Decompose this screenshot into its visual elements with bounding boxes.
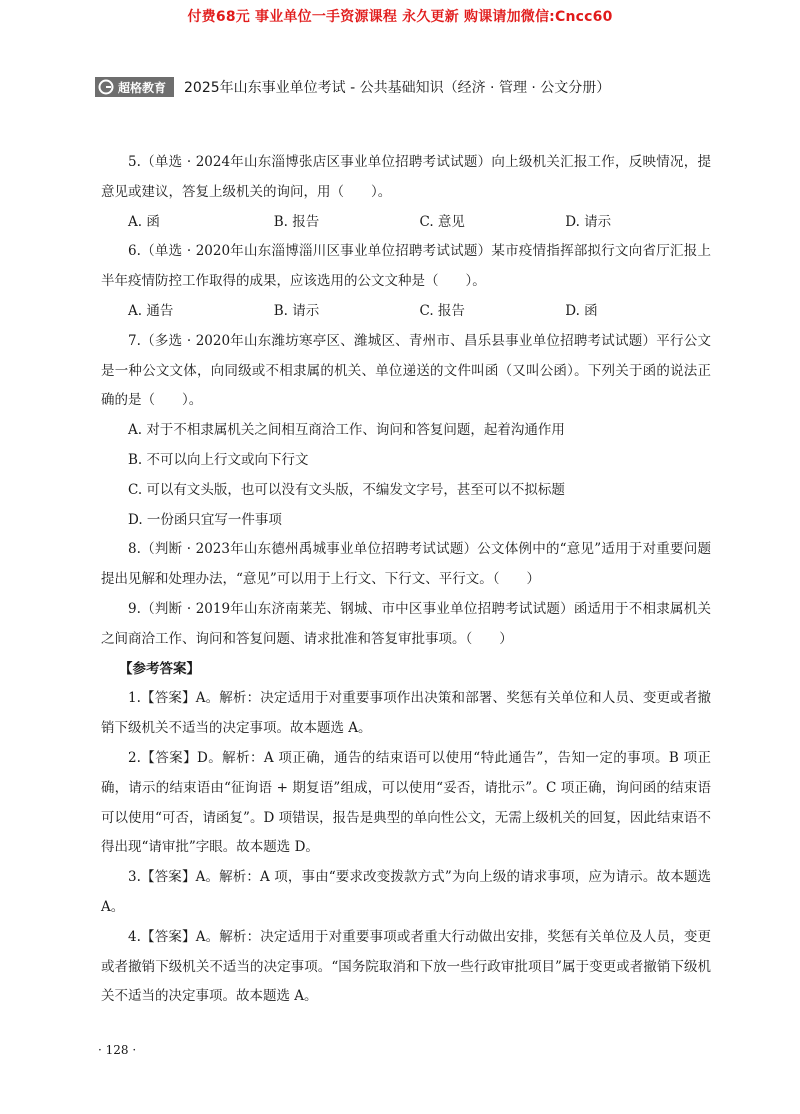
option: C. 可以有文头版，也可以没有文头版，不编发文字号，甚至可以不拟标题 <box>128 481 565 498</box>
answer-paragraph: 1.【答案】A。解析：决定适用于对重要事项作出决策和部署、奖惩有关单位和人员、变更或者撤销下级机关不适当的决定事项。故本题选 A。 <box>101 690 711 737</box>
option: D. 一份函只宜写一件事项 <box>128 511 282 528</box>
option: A. 通告 <box>128 302 174 319</box>
answers-heading: 【参考答案】 <box>119 660 200 677</box>
brand-logo <box>95 77 174 97</box>
page-number: · 128 · <box>98 1043 137 1057</box>
options-row <box>101 297 711 327</box>
option: B. 不可以向上行文或向下行文 <box>128 451 309 468</box>
options-row <box>101 208 711 238</box>
option: A. 函 <box>128 213 160 230</box>
question-stem: 5.（单选 · 2024年山东淄博张店区事业单位招聘考试试题）向上级机关汇报工作，反映情况，提意见或建议，答复上级机关的询问，用（ ）。 <box>101 154 711 200</box>
promo-banner: 付费68元 事业单位一手资源课程 永久更新 购课请加微信:Cncc60 <box>187 9 613 25</box>
brand-g-icon <box>98 79 114 95</box>
header-title: 2025年山东事业单位考试 - 公共基础知识（经济 · 管理 · 公文分册） <box>184 80 611 96</box>
option: C. 意见 <box>419 213 465 230</box>
option: C. 报告 <box>419 302 465 319</box>
answer-paragraph: 4.【答案】A。解析：决定适用于对重要事项或者重大行动做出安排，奖惩有关单位及人员，变更或者撤销下级机关不适当的决定事项。“国务院取消和下放一些行政审批项目”属于变更或者撤销下级机关不适当的决定事项。故本题选 A。 <box>101 928 711 1005</box>
question-stem: 7.（多选 · 2020年山东潍坊寒亭区、潍城区、青州市、昌乐县事业单位招聘考试试题）平行公文是一种公文文体，向同级或不相隶属的机关、单位递送的文件叫函（又叫公函）。下列关于函的说法正确的是（ ）。 <box>101 332 711 409</box>
option: B. 请示 <box>273 302 320 319</box>
question-stem: 8.（判断 · 2023年山东德州禹城事业单位招聘考试试题）公文体例中的“意见”适用于对重要问题提出见解和处理办法，“意见”可以用于上行文、下行文、平行文。（ ） <box>101 541 711 588</box>
option: A. 对于不相隶属机关之间相互商洽工作、询问和答复问题，起着沟通作用 <box>128 422 565 439</box>
option: B. 报告 <box>273 213 320 230</box>
document-body <box>101 148 711 1012</box>
option: D. 函 <box>565 302 598 319</box>
answer-paragraph: 2.【答案】D。解析：A 项正确，通告的结束语可以使用“特此通告”，告知一定的事项。B 项正确，请示的结束语由“征询语 + 期复语”组成，可以使用“妥否，请批示”。C 项正确，询问函的结束语可以使用“可否，请函复”。D 项错误，报告是典型的单向性公文，无需上级机关的回复，因此结束语不得出现“请审批”字眼。故本题选 D。 <box>101 749 711 856</box>
question-stem: 9.（判断 · 2019年山东济南莱芜、钢城、市中区事业单位招聘考试试题）函适用于不相隶属机关之间商洽工作、询问和答复问题、请求批准和答复审批事项。（ ） <box>101 600 711 647</box>
question-stem: 6.（单选 · 2020年山东淄博淄川区事业单位招聘考试试题）某市疫情指挥部拟行文向省厅汇报上半年疫情防控工作取得的成果，应该选用的公文文种是（ ）。 <box>101 243 711 290</box>
page-header <box>95 76 715 98</box>
option: D. 请示 <box>565 213 612 230</box>
answer-paragraph: 3.【答案】A。解析：A 项，事由“要求改变拨款方式”为向上级的请求事项，应为请示。故本题选 A。 <box>101 869 711 915</box>
brand-logo-text: 超格教育 <box>118 80 167 95</box>
